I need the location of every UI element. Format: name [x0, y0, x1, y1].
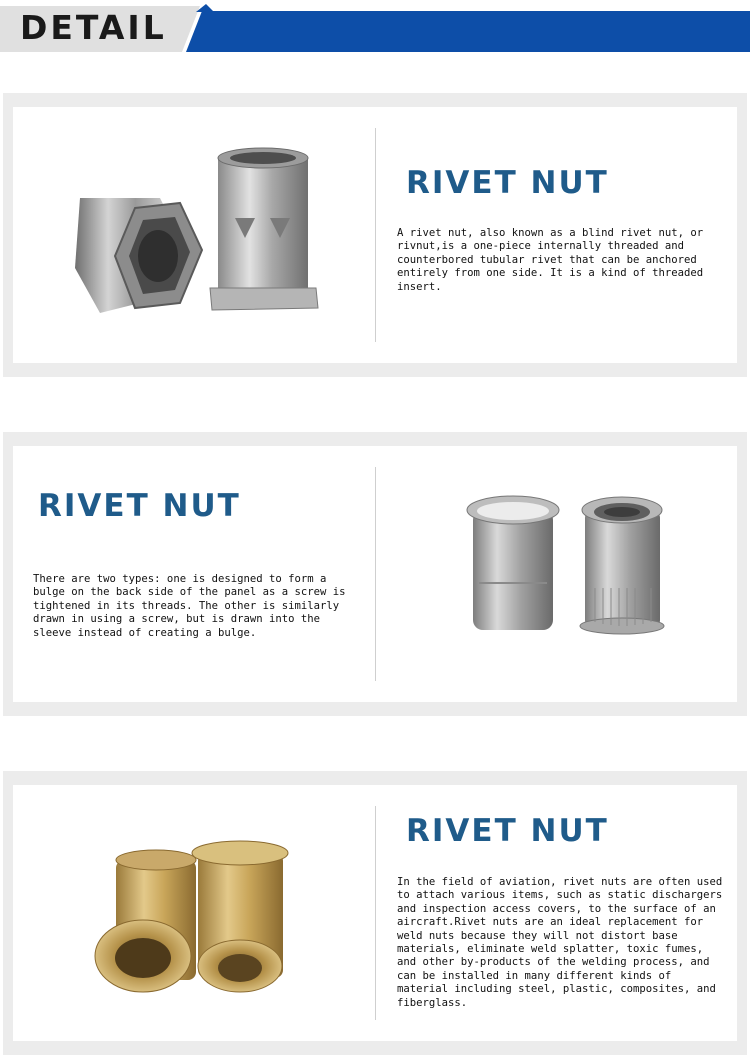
section-text: A rivet nut, also known as a blind rivet nut, or rivnut,is a one-piece internally threaded and counterbored tubular rivet that can be anchored entirely from one side. It is a kind of threaded insert. [397, 227, 704, 293]
banner-blue-bar [186, 11, 750, 52]
detail-banner [0, 0, 750, 56]
steel-knurled-rivet-nuts-photo [455, 488, 675, 643]
section-text: In the field of aviation, rivet nuts are often used to attach various items, such as static dischargers and inspection access covers, to the surface of an aircraft.Rivet nuts are an ideal replacement for weld nuts because they will not distort base materials, eliminate weld splatter, toxic fumes, and other by-products of the welding process, and can be installed in many different kinds of material including steel, plastic, composites, and fiberglass. [397, 876, 723, 1009]
zinc-yellow-rivet-nuts-photo [88, 838, 303, 998]
section-heading: RIVET NUT [406, 813, 609, 849]
section-heading: RIVET NUT [406, 165, 609, 201]
section-heading: RIVET NUT [38, 488, 241, 524]
hex-rivet-nuts-photo [40, 128, 340, 338]
section-text: There are two types: one is designed to form a bulge on the back side of the panel as a screw is tightened in its threads. The other is similarly drawn in using a screw, but is drawn into the sleeve instead of creating a bulge. [33, 573, 346, 639]
section-divider [375, 128, 376, 342]
section-divider [375, 467, 376, 681]
section-divider [375, 806, 376, 1020]
detail-title: DETAIL [20, 8, 167, 47]
